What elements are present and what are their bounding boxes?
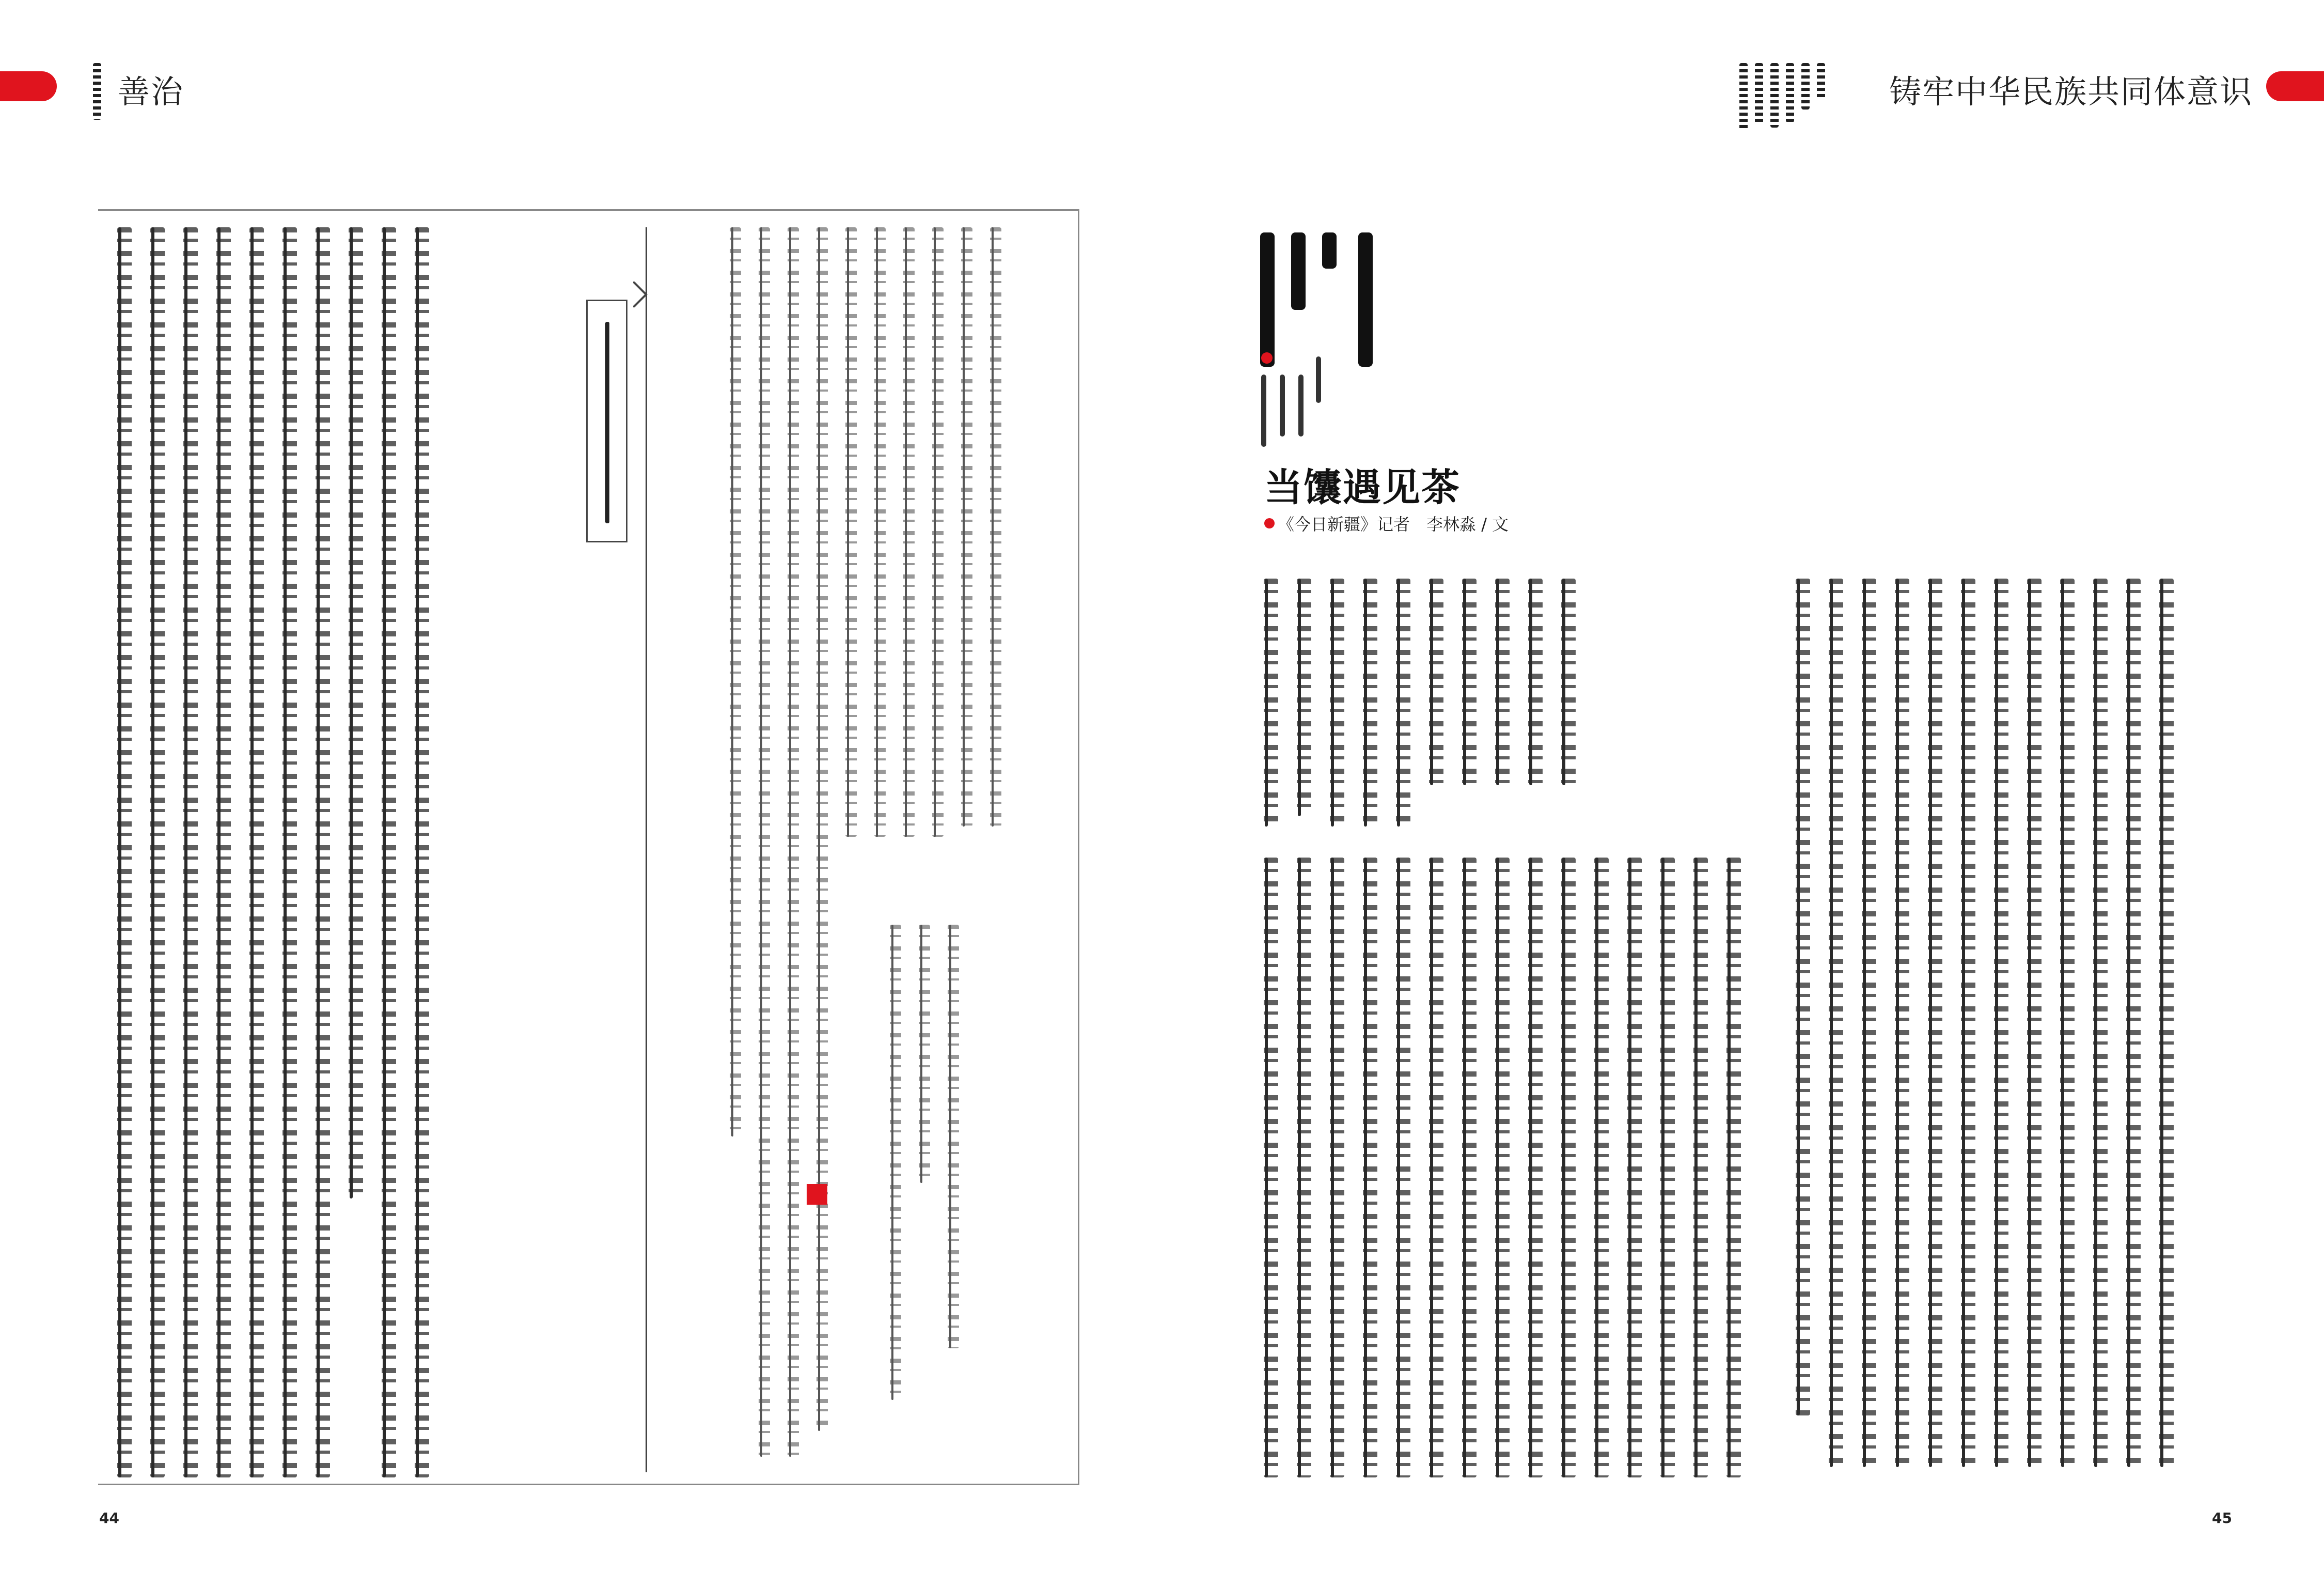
divider-notch-mark (633, 282, 659, 307)
header-accent-tab-left (0, 71, 57, 101)
header-left-mongolian-label (93, 63, 101, 135)
article-title-chinese: 当馕遇见茶 (1264, 465, 1461, 510)
left-page-column-divider (646, 227, 647, 1472)
right-page-body-text-2 (1782, 579, 2210, 1483)
byline-red-dot (1264, 518, 1275, 528)
right-page-body-text (1250, 858, 1777, 1477)
left-page-sidebar-credits (878, 925, 1012, 1441)
page-number-right: 45 (2212, 1509, 2232, 1527)
byline-source: 《今日新疆》记者 (1278, 515, 1410, 534)
page-number-left: 44 (99, 1509, 119, 1527)
left-page-section-subtitle (586, 300, 627, 542)
right-page-intro-text-2 (1415, 579, 1601, 796)
article-byline (1264, 511, 1509, 535)
article-title-mongolian (1255, 232, 1410, 449)
byline-author: 李林淼 / 文 (1426, 515, 1509, 534)
left-page-text-block (103, 227, 465, 1477)
header-accent-tab-right (2266, 71, 2324, 101)
header-right-title: 铸牢中华民族共同体意识 (1889, 73, 2253, 111)
title-red-dot (1261, 352, 1273, 364)
sidebar-end-marker (807, 1184, 827, 1205)
header-left-title: 善治 (118, 73, 184, 111)
header-right-mongolian-label (1739, 63, 1825, 135)
